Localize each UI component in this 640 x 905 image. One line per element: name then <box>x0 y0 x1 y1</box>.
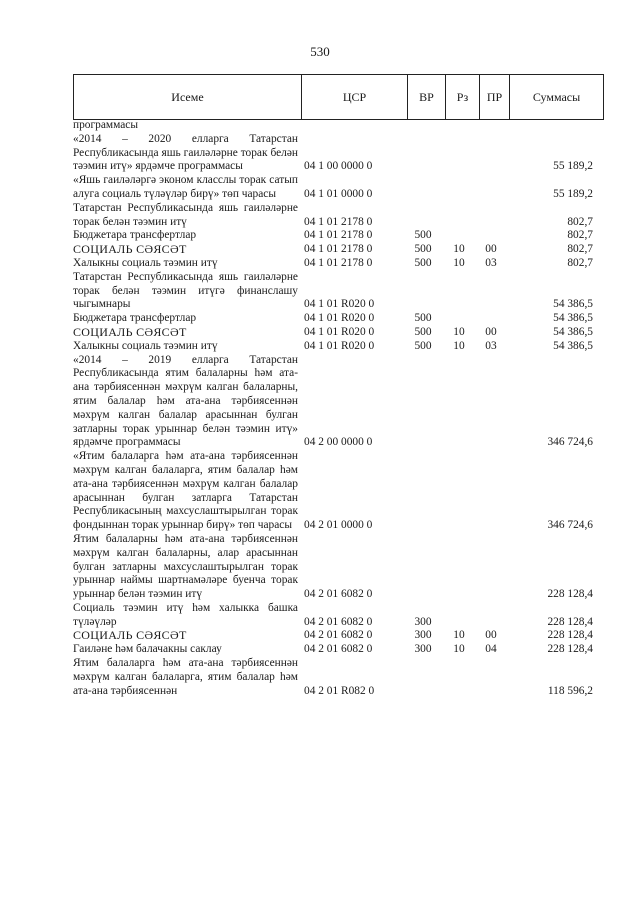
budget-rows <box>73 119 603 698</box>
row-sum: 54 386,5 <box>553 339 593 352</box>
row-csr: 04 1 01 2178 0 <box>304 243 373 256</box>
table-row <box>73 133 603 174</box>
row-sum: 228 128,4 <box>547 588 593 601</box>
row-rz: 10 <box>453 243 465 256</box>
row-name: СОЦИАЛЬ СӘЯСӘТ <box>73 324 187 339</box>
row-name: программасы <box>73 119 139 131</box>
row-sum: 54 386,5 <box>553 298 593 311</box>
row-csr: 04 1 01 R020 0 <box>304 339 375 352</box>
row-name: Ятим балаларга һәм ата-ана тәрбиясеннән мәхрүм калган балаларга, ятим балалар һәм ата-ана тәрбиясеннән <box>73 657 298 697</box>
row-rz: 10 <box>453 643 465 656</box>
row-name: Халыкны социаль тәэмин итү <box>73 339 218 352</box>
row-pr: 03 <box>485 339 497 352</box>
table-row <box>73 174 603 202</box>
row-sum: 802,7 <box>567 256 593 269</box>
table-row <box>73 340 603 354</box>
header-sum: Суммасы <box>510 75 604 120</box>
row-csr: 04 1 01 2178 0 <box>304 215 373 228</box>
row-csr: 04 2 01 R082 0 <box>304 684 375 697</box>
row-sum: 228 128,4 <box>547 615 593 628</box>
row-name: Бюджетара трансфертлар <box>73 312 197 325</box>
row-sum: 346 724,6 <box>547 519 593 532</box>
table-row <box>73 354 603 451</box>
row-name: «Ятим балаларга һәм ата-ана тәрбиясеннән мәхрүм калган балаларга, ятим балалар һәм ата-ана тәрбиясеннән мәхрүм калган балалар арасыннан булган затларга Татарстан Республикасының махсуслаштырылган торак фондыннан торак урыннар бирү» төп чарасы <box>73 450 298 532</box>
row-sum: 802,7 <box>567 243 593 256</box>
row-vr: 500 <box>414 243 432 256</box>
row-name: «2014 – 2019 елларга Татарстан Республикасында ятим балаларны һәм ата-ана тәрбиясеннән мәхрүм калган балаларны, ятим балалар һәм ата-ана тәрбиясеннән мәхрүм калган балалар арасыннан булган затларны торак урыннар белән тәэмин итү» ярдәмче программасы <box>73 353 298 449</box>
row-csr: 04 2 00 0000 0 <box>304 436 373 449</box>
row-csr: 04 2 01 6082 0 <box>304 643 373 656</box>
row-sum: 346 724,6 <box>547 436 593 449</box>
table-row <box>73 657 603 698</box>
row-csr: 04 1 01 2178 0 <box>304 229 373 242</box>
header-rz: Рз <box>446 75 480 120</box>
row-csr: 04 1 01 2178 0 <box>304 256 373 269</box>
row-name: «Яшь гаиләләргә эконом класслы торак сатып алуга социаль түләүләр бирү» төп чарасы <box>73 174 298 200</box>
table-row <box>73 533 603 602</box>
table-row <box>73 229 603 243</box>
table-row <box>73 257 603 271</box>
row-vr: 500 <box>414 339 432 352</box>
row-csr: 04 1 01 R020 0 <box>304 325 375 338</box>
table-row <box>73 119 603 133</box>
row-name: Ятим балаларны һәм ата-ана тәрбиясеннән мәхрүм калган балаларны, алар арасыннан булган затларны махсуслаштырылган торак урыннар наймы шартнамәләре буенча торак урыннар белән тәэмин итү <box>73 532 298 601</box>
row-name: Халыкны социаль тәэмин итү <box>73 256 218 269</box>
row-name: СОЦИАЛЬ СӘЯСӘТ <box>73 628 187 643</box>
row-vr: 300 <box>414 629 432 642</box>
row-rz: 10 <box>453 256 465 269</box>
table-row <box>73 643 603 657</box>
row-sum: 55 189,2 <box>553 160 593 173</box>
row-csr: 04 1 00 0000 0 <box>304 160 373 173</box>
row-pr: 00 <box>485 243 497 256</box>
row-sum: 228 128,4 <box>547 629 593 642</box>
table-row <box>73 271 603 312</box>
row-sum: 228 128,4 <box>547 643 593 656</box>
table-row <box>73 602 603 630</box>
row-sum: 54 386,5 <box>553 325 593 338</box>
row-rz: 10 <box>453 339 465 352</box>
row-vr: 500 <box>414 312 432 325</box>
header-vr: ВР <box>408 75 446 120</box>
row-csr: 04 1 01 0000 0 <box>304 187 373 200</box>
table-row <box>73 450 603 533</box>
row-sum: 802,7 <box>567 229 593 242</box>
row-vr: 300 <box>414 643 432 656</box>
table-row <box>73 202 603 230</box>
page-number: 530 <box>310 44 330 59</box>
row-vr: 500 <box>414 256 432 269</box>
row-csr: 04 1 01 R020 0 <box>304 298 375 311</box>
row-name: Бюджетара трансфертлар <box>73 229 197 242</box>
row-vr: 500 <box>414 229 432 242</box>
row-name: «2014 – 2020 елларга Татарстан Республикасында яшь гаиләләрне торак белән тәэмин итү» ярдәмче программасы <box>73 132 298 173</box>
row-csr: 04 1 01 R020 0 <box>304 312 375 325</box>
row-vr: 300 <box>414 615 432 628</box>
row-vr: 500 <box>414 325 432 338</box>
row-name: Татарстан Республикасында яшь гаиләләрне торак белән тәэмин итүгә финанслашу чыгымнары <box>73 270 298 311</box>
row-pr: 03 <box>485 256 497 269</box>
table-row <box>73 243 603 257</box>
table-row <box>73 312 603 326</box>
row-csr: 04 2 01 6082 0 <box>304 615 373 628</box>
row-sum: 118 596,2 <box>547 684 593 697</box>
row-sum: 802,7 <box>567 215 593 228</box>
row-pr: 00 <box>485 325 497 338</box>
row-sum: 54 386,5 <box>553 312 593 325</box>
table-row <box>73 629 603 643</box>
row-csr: 04 2 01 6082 0 <box>304 629 373 642</box>
row-rz: 10 <box>453 325 465 338</box>
row-name: СОЦИАЛЬ СӘЯСӘТ <box>73 242 187 257</box>
row-csr: 04 2 01 0000 0 <box>304 519 373 532</box>
row-name: Социаль тәэмин итү һәм халыкка башка түләүләр <box>73 601 298 628</box>
row-pr: 04 <box>485 643 497 656</box>
header-name: Исеме <box>74 75 302 120</box>
table-row <box>73 326 603 340</box>
row-rz: 10 <box>453 629 465 642</box>
row-name: Татарстан Республикасында яшь гаиләләрне торак белән тәэмин итү <box>73 201 298 228</box>
table-header <box>73 74 604 120</box>
header-csr: ЦСР <box>302 75 408 120</box>
row-csr: 04 2 01 6082 0 <box>304 588 373 601</box>
row-sum: 55 189,2 <box>553 187 593 200</box>
header-pr: ПР <box>480 75 510 120</box>
row-name: Гаиләне һәм балачакны саклау <box>73 643 222 656</box>
row-pr: 00 <box>485 629 497 642</box>
